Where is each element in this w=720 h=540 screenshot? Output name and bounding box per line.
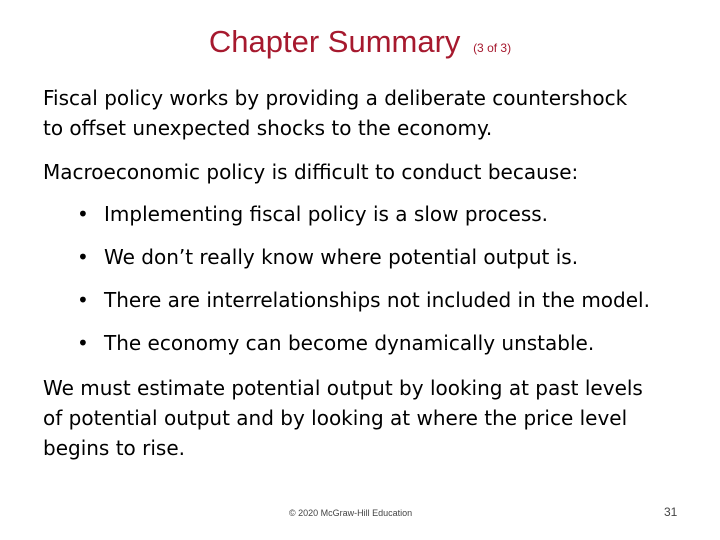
slide-title bbox=[0, 22, 720, 68]
bullet-item bbox=[77, 285, 650, 328]
paragraph-line: begins to rise. bbox=[43, 436, 186, 460]
bullet-item bbox=[77, 242, 650, 285]
summary-paragraph-fiscal-policy bbox=[43, 83, 703, 143]
bullet-text: The economy can become dynamically unstable. bbox=[104, 331, 595, 355]
bullet-item bbox=[77, 199, 650, 242]
summary-paragraph-potential-output bbox=[43, 373, 703, 463]
paragraph-line: of potential output and by looking at where the price level bbox=[43, 406, 628, 430]
bullet-text: Implementing fiscal policy is a slow process. bbox=[104, 202, 549, 226]
bullet-dot-icon: • bbox=[77, 245, 89, 269]
summary-paragraph-macro-policy: Macroeconomic policy is difficult to conduct because: bbox=[43, 160, 579, 184]
bullet-dot-icon: • bbox=[77, 288, 89, 312]
paragraph-line: to offset unexpected shocks to the economy. bbox=[43, 116, 493, 140]
paragraph-line: Fiscal policy works by providing a deliberate countershock bbox=[43, 86, 628, 110]
bullet-dot-icon: • bbox=[77, 202, 89, 226]
copyright-notice: © 2020 McGraw-Hill Education bbox=[289, 508, 413, 518]
page-number: 31 bbox=[664, 505, 678, 519]
difficulty-bullet-list bbox=[77, 199, 650, 371]
slide-title-part-indicator: (3 of 3) bbox=[473, 41, 512, 55]
slide-title-text: Chapter Summary bbox=[208, 24, 461, 59]
bullet-text: We don’t really know where potential output is. bbox=[104, 245, 579, 269]
bullet-item bbox=[77, 328, 650, 371]
bullet-dot-icon: • bbox=[77, 331, 89, 355]
paragraph-line: We must estimate potential output by looking at past levels bbox=[43, 376, 643, 400]
bullet-text: There are interrelationships not included in the model. bbox=[104, 288, 650, 312]
